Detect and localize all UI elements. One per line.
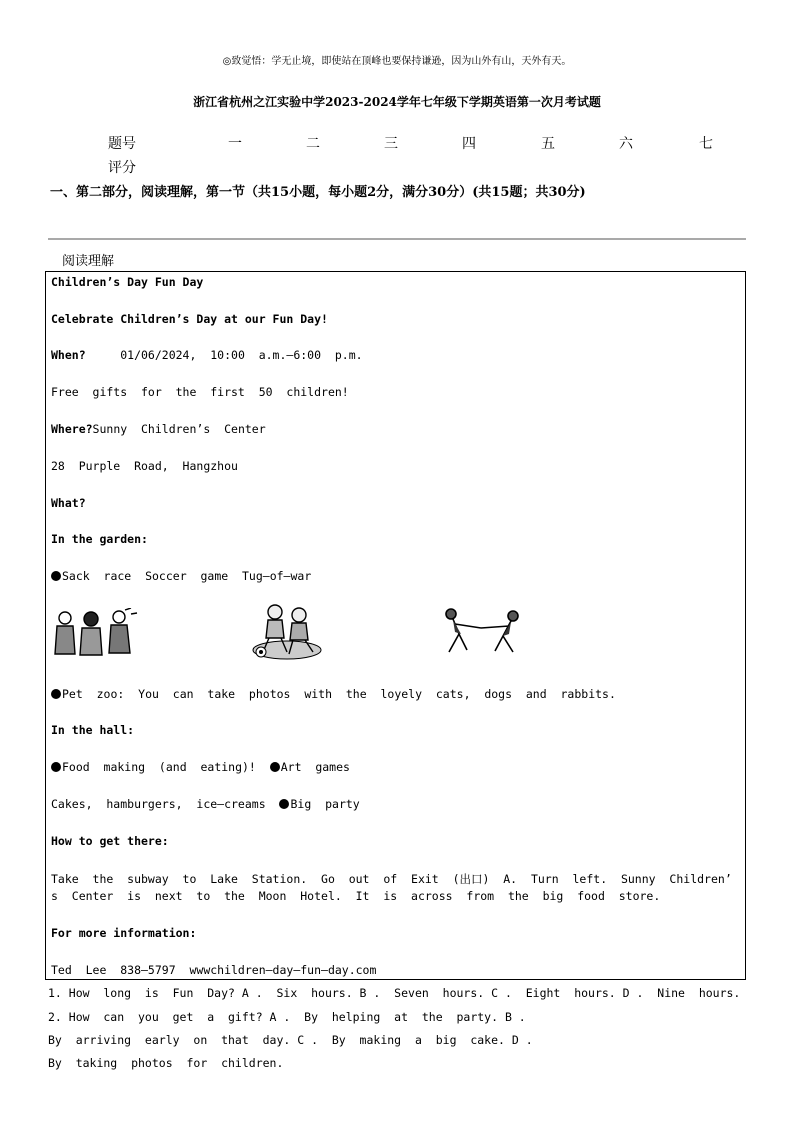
- bullet-icon: [279, 799, 289, 809]
- when-value: 01/06/2024, 10:00 a.m.—6:00 p.m.: [85, 348, 363, 362]
- hall-line-2: [51, 797, 360, 811]
- question-2-options: By arriving early on that day. C . By making a big cake. D .: [48, 1033, 533, 1047]
- row-label-score: 评分: [108, 160, 136, 176]
- bullet-icon: [51, 571, 61, 581]
- when-label: When?: [51, 348, 86, 362]
- directions-label: How to get there:: [51, 834, 169, 848]
- passage-title: Children’s Day Fun Day: [51, 275, 204, 289]
- when-line: [51, 348, 363, 362]
- sack-race-image: [51, 608, 141, 660]
- info-label: For more information:: [51, 926, 197, 940]
- soccer-game-image: [251, 602, 323, 660]
- column-3: 三: [384, 136, 398, 152]
- pet-zoo-line: [51, 687, 616, 701]
- hall-label: In the hall:: [51, 723, 135, 737]
- reading-comprehension-label: 阅读理解: [62, 254, 115, 269]
- big-party-text: Big party: [290, 797, 360, 811]
- passage-subtitle: Celebrate Children’s Day at our Fun Day!: [51, 312, 328, 326]
- free-gifts-line: Free gifts for the first 50 children!: [51, 385, 349, 399]
- column-5: 五: [541, 136, 555, 152]
- garden-label: In the garden:: [51, 532, 148, 546]
- passage-box: [45, 271, 746, 980]
- where-label: Where?: [51, 422, 93, 436]
- tug-of-war-image: [441, 606, 523, 658]
- divider: [48, 238, 746, 240]
- motto-line: ◎致觉悟：学无止境，即使站在顶峰也要保持谦逊，因为山外有山，天外有天。: [222, 56, 572, 67]
- garden-items-text: Sack race Soccer game Tug—of—war: [62, 569, 312, 583]
- where-line: [51, 422, 266, 436]
- question-1: 1. How long is Fun Day? A . Six hours. B . Seven hours. C . Eight hours. D . Nine hours.: [48, 986, 741, 1000]
- food-making-text: Food making (and eating)!: [62, 760, 270, 774]
- bullet-icon: [270, 762, 280, 772]
- where-value: Sunny Children’s Center: [92, 422, 266, 436]
- question-2: 2. How can you get a gift? A . By helping at the party. B .: [48, 1010, 526, 1024]
- column-6: 六: [619, 136, 633, 152]
- question-2-option-d: By taking photos for children.: [48, 1056, 284, 1070]
- column-4: 四: [462, 136, 476, 152]
- row-label-question-number: 题号: [108, 136, 136, 152]
- score-table-header: [108, 133, 728, 153]
- hall-line-1: [51, 760, 350, 774]
- pet-zoo-text: Pet zoo: You can take photos with the loyely cats, dogs and rabbits.: [62, 687, 616, 701]
- food-list-text: Cakes, hamburgers, ice—creams: [51, 797, 280, 811]
- column-7: 七: [699, 136, 713, 152]
- address-line: 28 Purple Road, Hangzhou: [51, 459, 238, 473]
- column-1: 一: [228, 136, 242, 152]
- what-label: What?: [51, 496, 86, 510]
- directions-line-1: Take the subway to Lake Station. Go out of Exit (出口) A. Turn left. Sunny Children’: [51, 872, 732, 886]
- bullet-icon: [51, 762, 61, 772]
- exam-title: 浙江省杭州之江实验中学2023-2024学年七年级下学期英语第一次月考试题: [193, 95, 601, 109]
- column-2: 二: [306, 136, 320, 152]
- contact-line: Ted Lee 838—5797 wwwchildren—day—fun—day.com: [51, 963, 377, 977]
- garden-items: [51, 569, 311, 583]
- art-games-text: Art games: [280, 760, 350, 774]
- section-heading: 一、第二部分，阅读理解，第一节（共15小题，每小题2分，满分30分）(共15题；共30分): [50, 185, 586, 200]
- bullet-icon: [51, 689, 61, 699]
- directions-line-2: s Center is next to the Moon Hotel. It is across from the big food store.: [51, 889, 661, 903]
